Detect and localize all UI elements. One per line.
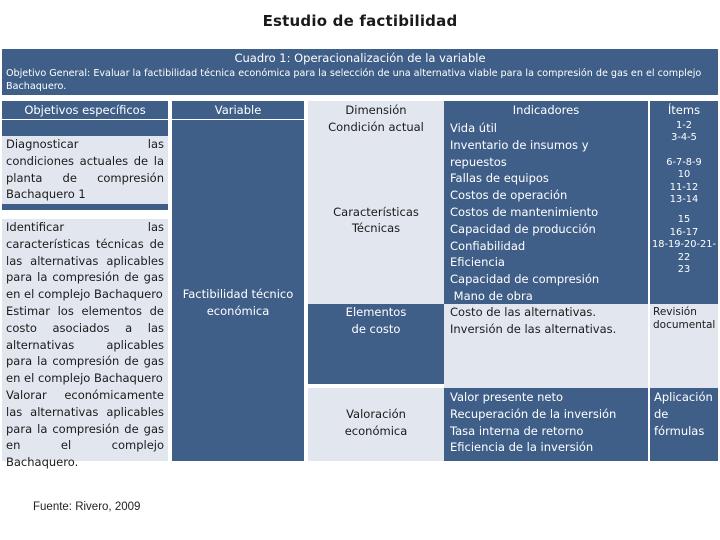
dimension-condition: Condición actual (328, 119, 424, 134)
dimension-valuation: Valoración económica (344, 407, 408, 438)
indicator: Capacidad de compresión (450, 272, 600, 287)
indicator: Confiabilidad (450, 238, 526, 253)
variable-cell (172, 120, 304, 461)
indicator: Mano de obra (450, 288, 533, 303)
dimension-costs: Elementos de costo (345, 305, 407, 336)
item-number: 16-17 (669, 226, 699, 238)
objective-4: Valorar económicamente las alternativas aplicables para la compresión de gas en el complejo Bachaquero. (2, 387, 168, 461)
item-number: 23 (677, 264, 691, 276)
indicator: Eficiencia (450, 255, 505, 270)
indicators-cell-1 (444, 119, 648, 304)
indicator: Vida útil (450, 121, 497, 135)
item-number: 13-14 (669, 194, 699, 206)
item-number: 6-7-8-9 (666, 156, 702, 168)
variable-label: Factibilidad técnico económica (182, 287, 294, 318)
header-items: Ítems (650, 101, 718, 119)
item-number: 22 (677, 251, 691, 263)
page-title: Estudio de factibilidad (262, 12, 458, 30)
indicator: Costos de mantenimiento (450, 204, 599, 219)
indicator: Inventario de insumos y repuestos (450, 137, 589, 169)
item-number: 15 (677, 214, 691, 226)
indicator: Costo de las alternativas. (450, 305, 597, 319)
items-formulas: Aplicación de fórmulas (654, 390, 713, 438)
items-cell-1 (650, 119, 718, 304)
indicators-cell-2 (444, 304, 648, 388)
indicator: Inversión de las alternativas. (450, 321, 617, 336)
item-number: 10 (677, 169, 691, 181)
item-number: 1-2 (675, 120, 692, 131)
objective-2: Identificar las características técnicas de las alternativas aplicables para la compresión de gas en el complejo Bachaquero (2, 219, 168, 303)
dimension-technical: Características Técnicas (333, 204, 419, 236)
header-variable: Variable (172, 101, 304, 119)
indicator: Valor presente neto (450, 390, 563, 404)
header-objectives: Objetivos específicos (2, 101, 168, 119)
header-dimension: Dimensión (345, 103, 407, 117)
objective-3: Estimar los elementos de costo asociados a las alternativas aplicables para la compresión de gas en el complejo Bachaquero (2, 303, 168, 387)
objective-1: Diagnosticar las condiciones actuales de la planta de compresión Bachaquero 1 (2, 136, 168, 204)
indicator: Eficiencia de la inversión (450, 440, 594, 455)
item-number: 18-19-20-21- (651, 239, 716, 251)
source-note: Fuente: Rivero, 2009 (33, 501, 141, 513)
indicator: Costos de operación (450, 188, 568, 203)
dimension-cell-1 (308, 101, 444, 304)
items-cell-2 (650, 304, 718, 388)
objective-divider (2, 204, 168, 210)
item-number: 11-12 (669, 181, 699, 193)
table-caption: Cuadro 1: Operacionalización de la variable (2, 49, 718, 67)
header-indicators: Indicadores (444, 101, 648, 119)
dimension-cell-2 (308, 304, 444, 384)
indicator: Capacidad de producción (450, 221, 596, 236)
indicator: Tasa interna de retorno (450, 423, 584, 438)
dimension-cell-3 (308, 388, 444, 461)
items-review: Revisión documental (653, 306, 716, 331)
items-cell-3 (650, 388, 718, 461)
indicator: Recuperación de la inversión (450, 406, 617, 421)
general-objective: Objetivo General: Evaluar la factibilidad técnica económica para la selección de una alternativa viable para la compresión de gas en el complejo Bachaquero. (2, 66, 718, 95)
indicator: Fallas de equipos (450, 171, 549, 186)
item-number: 3-4-5 (671, 132, 697, 144)
indicators-cell-3 (444, 388, 648, 461)
